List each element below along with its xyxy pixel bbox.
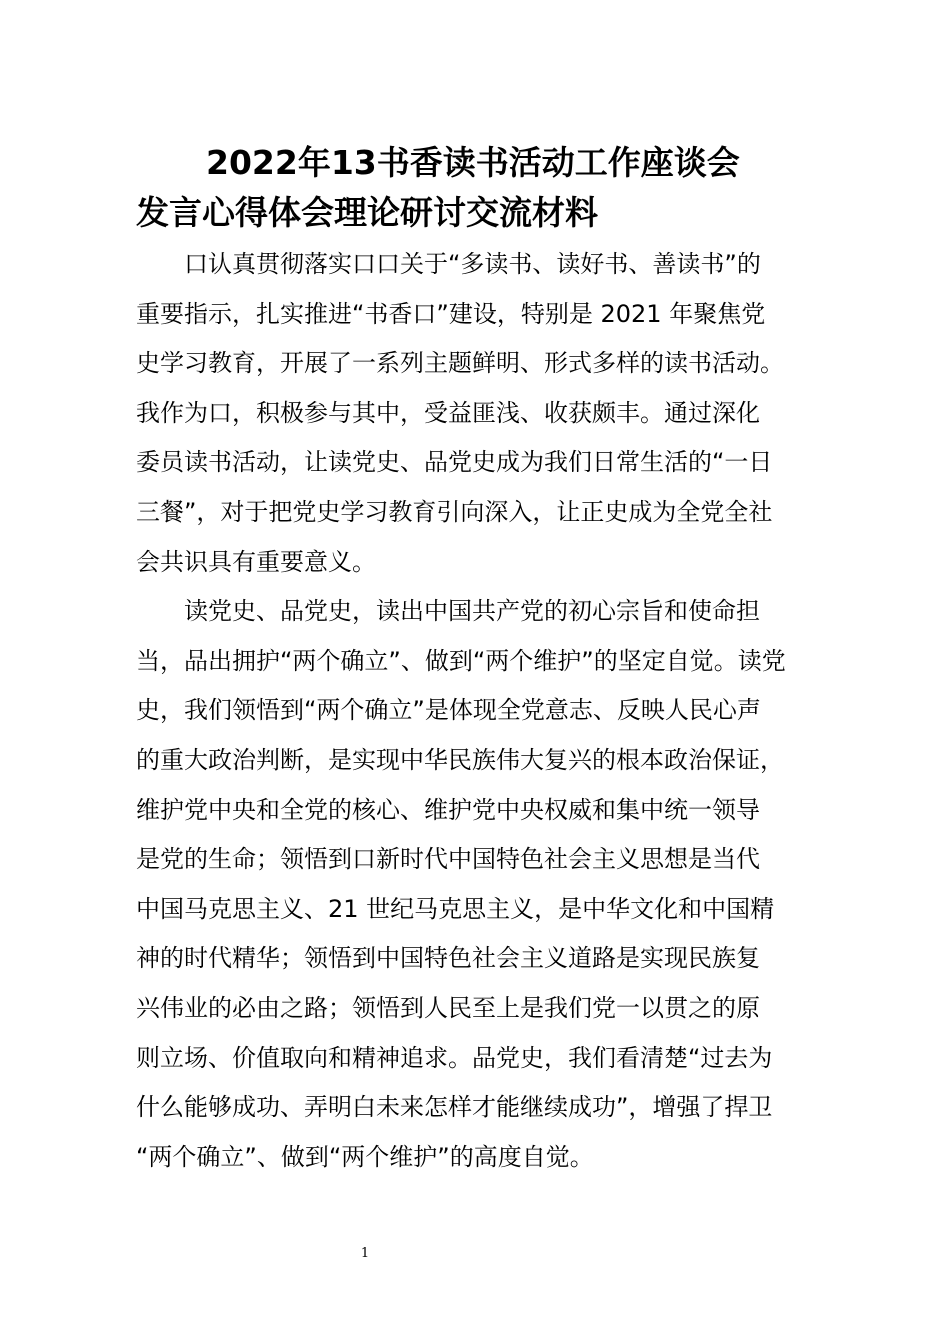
paragraph-2: [136, 587, 856, 1182]
text-line: 神的时代精华；领悟到中国特色社会主义道路是实现民族复: [136, 944, 760, 973]
text-line: 兴伟业的必由之路；领悟到人民至上是我们党一以贯之的原: [136, 993, 760, 1022]
text-line: 史学习教育，开展了一系列主题鲜明、形式多样的读书活动。: [136, 349, 784, 378]
text-line: 当，品出拥护“两个确立”、做到“两个维护”的坚定自觉。读党: [136, 646, 786, 675]
text-line: 中国马克思主义、21 世纪马克思主义，是中华文化和中国精: [136, 894, 775, 923]
title-line-1: 2022年13书香读书活动工作座谈会: [206, 143, 740, 182]
document-body: [136, 240, 856, 1182]
text-line: 我作为口，积极参与其中，受益匪浅、收获颇丰。通过深化: [136, 398, 760, 427]
text-line: 重要指示，扎实推进“书香口”建设，特别是 2021 年聚焦党: [136, 299, 766, 328]
text-line: 史，我们领悟到“两个确立”是体现全党意志、反映人民心声: [136, 696, 761, 725]
text-line: 的重大政治判断，是实现中华民族伟大复兴的根本政治保证，: [136, 745, 784, 774]
document-title: [136, 138, 826, 238]
text-line: 什么能够成功、弄明白未来怎样才能继续成功”，增强了捍卫: [136, 1093, 773, 1122]
paragraph-1: [136, 240, 856, 587]
text-line: 是党的生命；领悟到口新时代中国特色社会主义思想是当代: [136, 845, 760, 874]
text-line: 读党史、品党史，读出中国共产党的初心宗旨和使命担: [184, 597, 760, 626]
text-line: 会共识具有重要意义。: [136, 547, 376, 576]
text-line: 则立场、价值取向和精神追求。品党史，我们看清楚“过去为: [136, 1043, 773, 1072]
text-line: 维护党中央和全党的核心、维护党中央权威和集中统一领导: [136, 795, 760, 824]
title-line-2: 发言心得体会理论研讨交流材料: [136, 193, 598, 232]
page-number: 1: [360, 1246, 370, 1261]
text-line: “两个确立”、做到“两个维护”的高度自觉。: [136, 1142, 594, 1171]
text-line: 口认真贯彻落实口口关于“多读书、读好书、善读书”的: [184, 250, 761, 278]
text-line: 委员读书活动，让读党史、品党史成为我们日常生活的“一日: [136, 448, 773, 477]
text-line: 三餐”，对于把党史学习教育引向深入，让正史成为全党全社: [136, 497, 773, 526]
